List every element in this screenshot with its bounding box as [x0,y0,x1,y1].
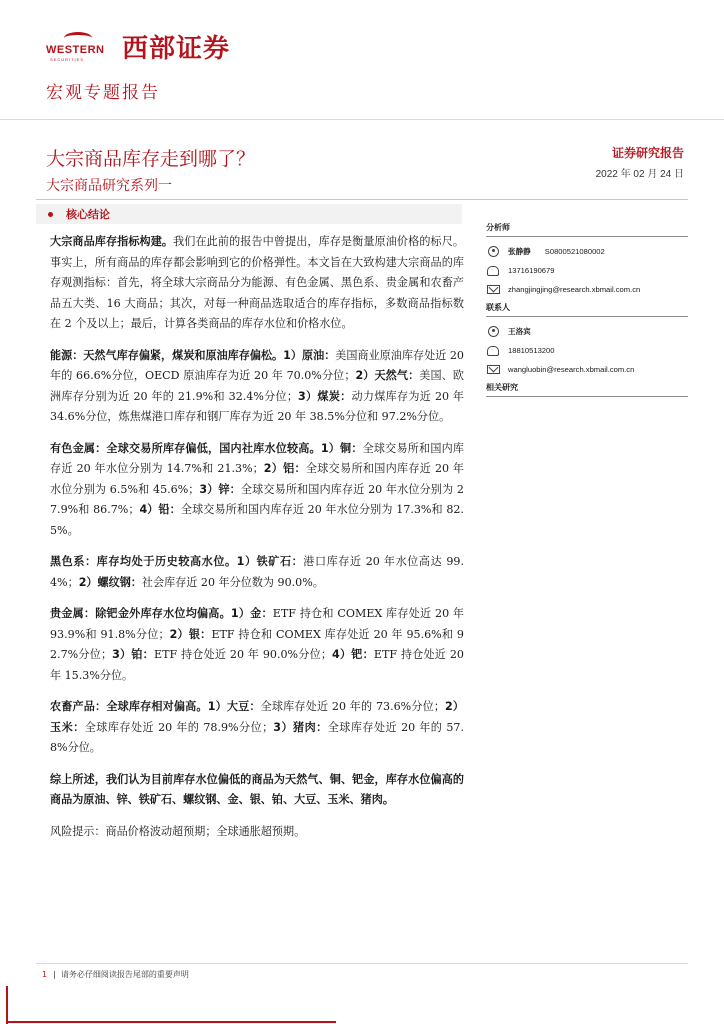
email-icon [486,284,500,296]
paragraph-lead: 农畜产品：全球库存相对偏高。1）大豆： [50,700,261,713]
footer [42,969,189,980]
paragraph-lead: 能源：天然气库存偏紧，煤炭和原油库存偏松。1）原油： [50,348,336,362]
analyst-email-row[interactable] [486,280,688,299]
contact-name-row [486,322,688,341]
contact-phone-row [486,341,688,360]
paragraph-text: 全球交易所和国内库存近 20 年水位分别为 14.7%和 21.3%； [50,441,464,475]
section-header [36,204,462,224]
paragraph-text: 社会库存近 20 年分位数为 90.0%。 [141,575,324,589]
bullet-icon [48,212,53,217]
report-subtitle: 大宗商品研究系列一 [46,178,172,194]
paragraph-ferrous [50,552,464,593]
report-title: 大宗商品库存走到哪了？ [46,148,256,170]
paragraph-lead: 2）螺纹钢： [78,575,142,589]
paragraph-lead: 3）煤炭： [298,389,352,403]
phone-icon [486,345,500,357]
conclusion-body [50,232,464,853]
paragraph-lead: 贵金属：除钯金外库存水位均偏高。1）金： [50,607,273,620]
paragraph-lead: 2）天然气： [355,369,420,382]
contact-phone: 18810513200 [508,346,555,355]
paragraph-text: 全球库存处近 20 年的 78.9%分位； [84,720,274,734]
section-label: 核心结论 [66,208,110,221]
paragraph-nonferrous [50,439,464,542]
paragraph-summary: 综上所述，我们认为目前库存水位偏低的商品为天然气、铜、钯金，库存水位偏高的商品为原油、锌、铁矿石、螺纹钢、金、银、铂、大豆、玉米、猪肉。 [50,772,464,806]
analyst-name-row [486,242,688,261]
person-icon [486,326,500,338]
page-number: 1 [42,970,48,979]
email-icon [486,364,500,376]
report-type: 宏观专题报告 [46,83,160,103]
paragraph-intro [50,232,464,335]
paragraph-lead: 2）铝： [263,462,306,475]
logo-mark-icon [46,30,116,64]
contact-heading: 联系人 [486,302,688,317]
logo-chinese: 西部证券 [122,34,231,64]
related-heading: 相关研究 [486,382,688,397]
paragraph-text: ETF 持仓处近 20 年 90.0%分位； [154,648,333,661]
logo-wing-icon [64,32,92,44]
paragraph-risk: 风险提示：商品价格波动超预期；全球通胀超预期。 [50,824,306,838]
analyst-phone-row [486,261,688,280]
paragraph-text: 美国商业原油库存处近 20 年的 66.6%分位，OECD 原油库存为近 20 年 70.0%分位； [50,348,464,382]
paragraph-lead: 4）钯： [332,648,374,661]
paragraph-lead: 大宗商品库存指标构建。 [50,235,174,248]
paragraph-text: 全球库存处近 20 年的 57.8%分位。 [50,720,464,754]
paragraph-text: ETF 持仓和 COMEX 库存处近 20 年 93.9%和 91.8%分位； [50,607,464,641]
paragraph-lead: 3）铂： [112,648,154,661]
corner-accent-vertical [6,986,8,1024]
logo-subtitle: SECURITIES [50,56,85,62]
footer-divider [36,963,688,964]
contact-email-row[interactable] [486,360,688,379]
paragraph-text: 动力煤库存为近 20 年 34.6%分位，炼焦煤港口库存和钢厂库存为近 20 年 38.5%分位和 97.2%分位。 [50,389,464,423]
footer-disclaimer: 请务必仔细阅读报告尾部的重要声明 [60,970,189,979]
analyst-phone: 13716190679 [508,266,555,275]
logo-english: WESTERN [46,43,105,56]
paragraph-text: 港口库存近 20 年水位高达 99.4%； [50,555,464,589]
header-band [0,0,724,120]
person-icon [486,246,500,258]
paragraph-text: ETF 持仓和 COMEX 库存处近 20 年 95.6%和 92.7%分位； [50,627,464,661]
analyst-email[interactable]: zhangjingjing@research.xbmail.com.cn [508,285,641,294]
paragraph-agri [50,697,464,759]
paragraph-text: 全球交易所和国内库存近 20 年水位分别为 6.5%和 45.6%； [50,462,464,496]
sidebar [486,222,688,402]
paragraph-lead: 3）猪肉： [273,720,328,734]
analyst-name: 张静静 [508,247,531,256]
paragraph-lead: 黑色系：库存均处于历史较高水位。1）铁矿石： [50,555,304,568]
analyst-heading: 分析师 [486,222,688,237]
paragraph-energy [50,346,464,428]
contact-email[interactable]: wangluobin@research.xbmail.com.cn [508,365,635,374]
paragraph-text: 全球库存处近 20 年的 73.6%分位； [260,700,445,713]
paragraph-precious [50,604,464,686]
phone-icon [486,265,500,277]
paragraph-lead: 2）银： [169,627,212,641]
paragraph-lead: 4）铅： [139,503,181,516]
paragraph-lead: 有色金属：全球交易所库存偏低，国内社库水位较高。1）铜： [50,441,363,455]
report-date: 2022 年 02 月 24 日 [595,169,684,180]
paragraph-text: ETF 持仓处近 20 年 15.3%分位。 [50,648,464,682]
paragraph-text: 全球交易所和国内库存近 20 年水位分别为 27.9%和 86.7%； [50,482,464,516]
paragraph-lead: 3）锌： [199,482,241,496]
company-logo [46,28,230,65]
document-type: 证券研究报告 [611,146,684,160]
paragraph-lead: 2）玉米： [50,700,464,734]
corner-accent-horizontal [6,1021,336,1023]
paragraph-text: 美国、欧洲库存分别为近 20 年的 21.9%和 32.4%分位； [50,369,464,403]
paragraph-text: 我们在此前的报告中曾提出，库存是衡量原油价格的标尺。事实上，所有商品的库存都会影响到它的价格弹性。本文旨在大致构建大宗商品的库存观测指标：首先，将全球大宗商品分为能源、有色金属、黑色系、贵金属和农畜产品五大类、16 大商品；其次，对每一种商品选取适合的库存指标，多数商品指标数在 2 个及以上；最后，计算各类商品的库存水位和价格水位。 [50,235,464,330]
title-divider [36,199,688,200]
header-divider [0,119,724,120]
paragraph-text: 全球交易所和国内库存近 20 年水位分别为 17.3%和 82.5%。 [50,503,465,537]
contact-name: 王洛宾 [508,327,531,336]
footer-separator: | [53,970,61,979]
analyst-cert: S0800521080002 [544,247,605,256]
